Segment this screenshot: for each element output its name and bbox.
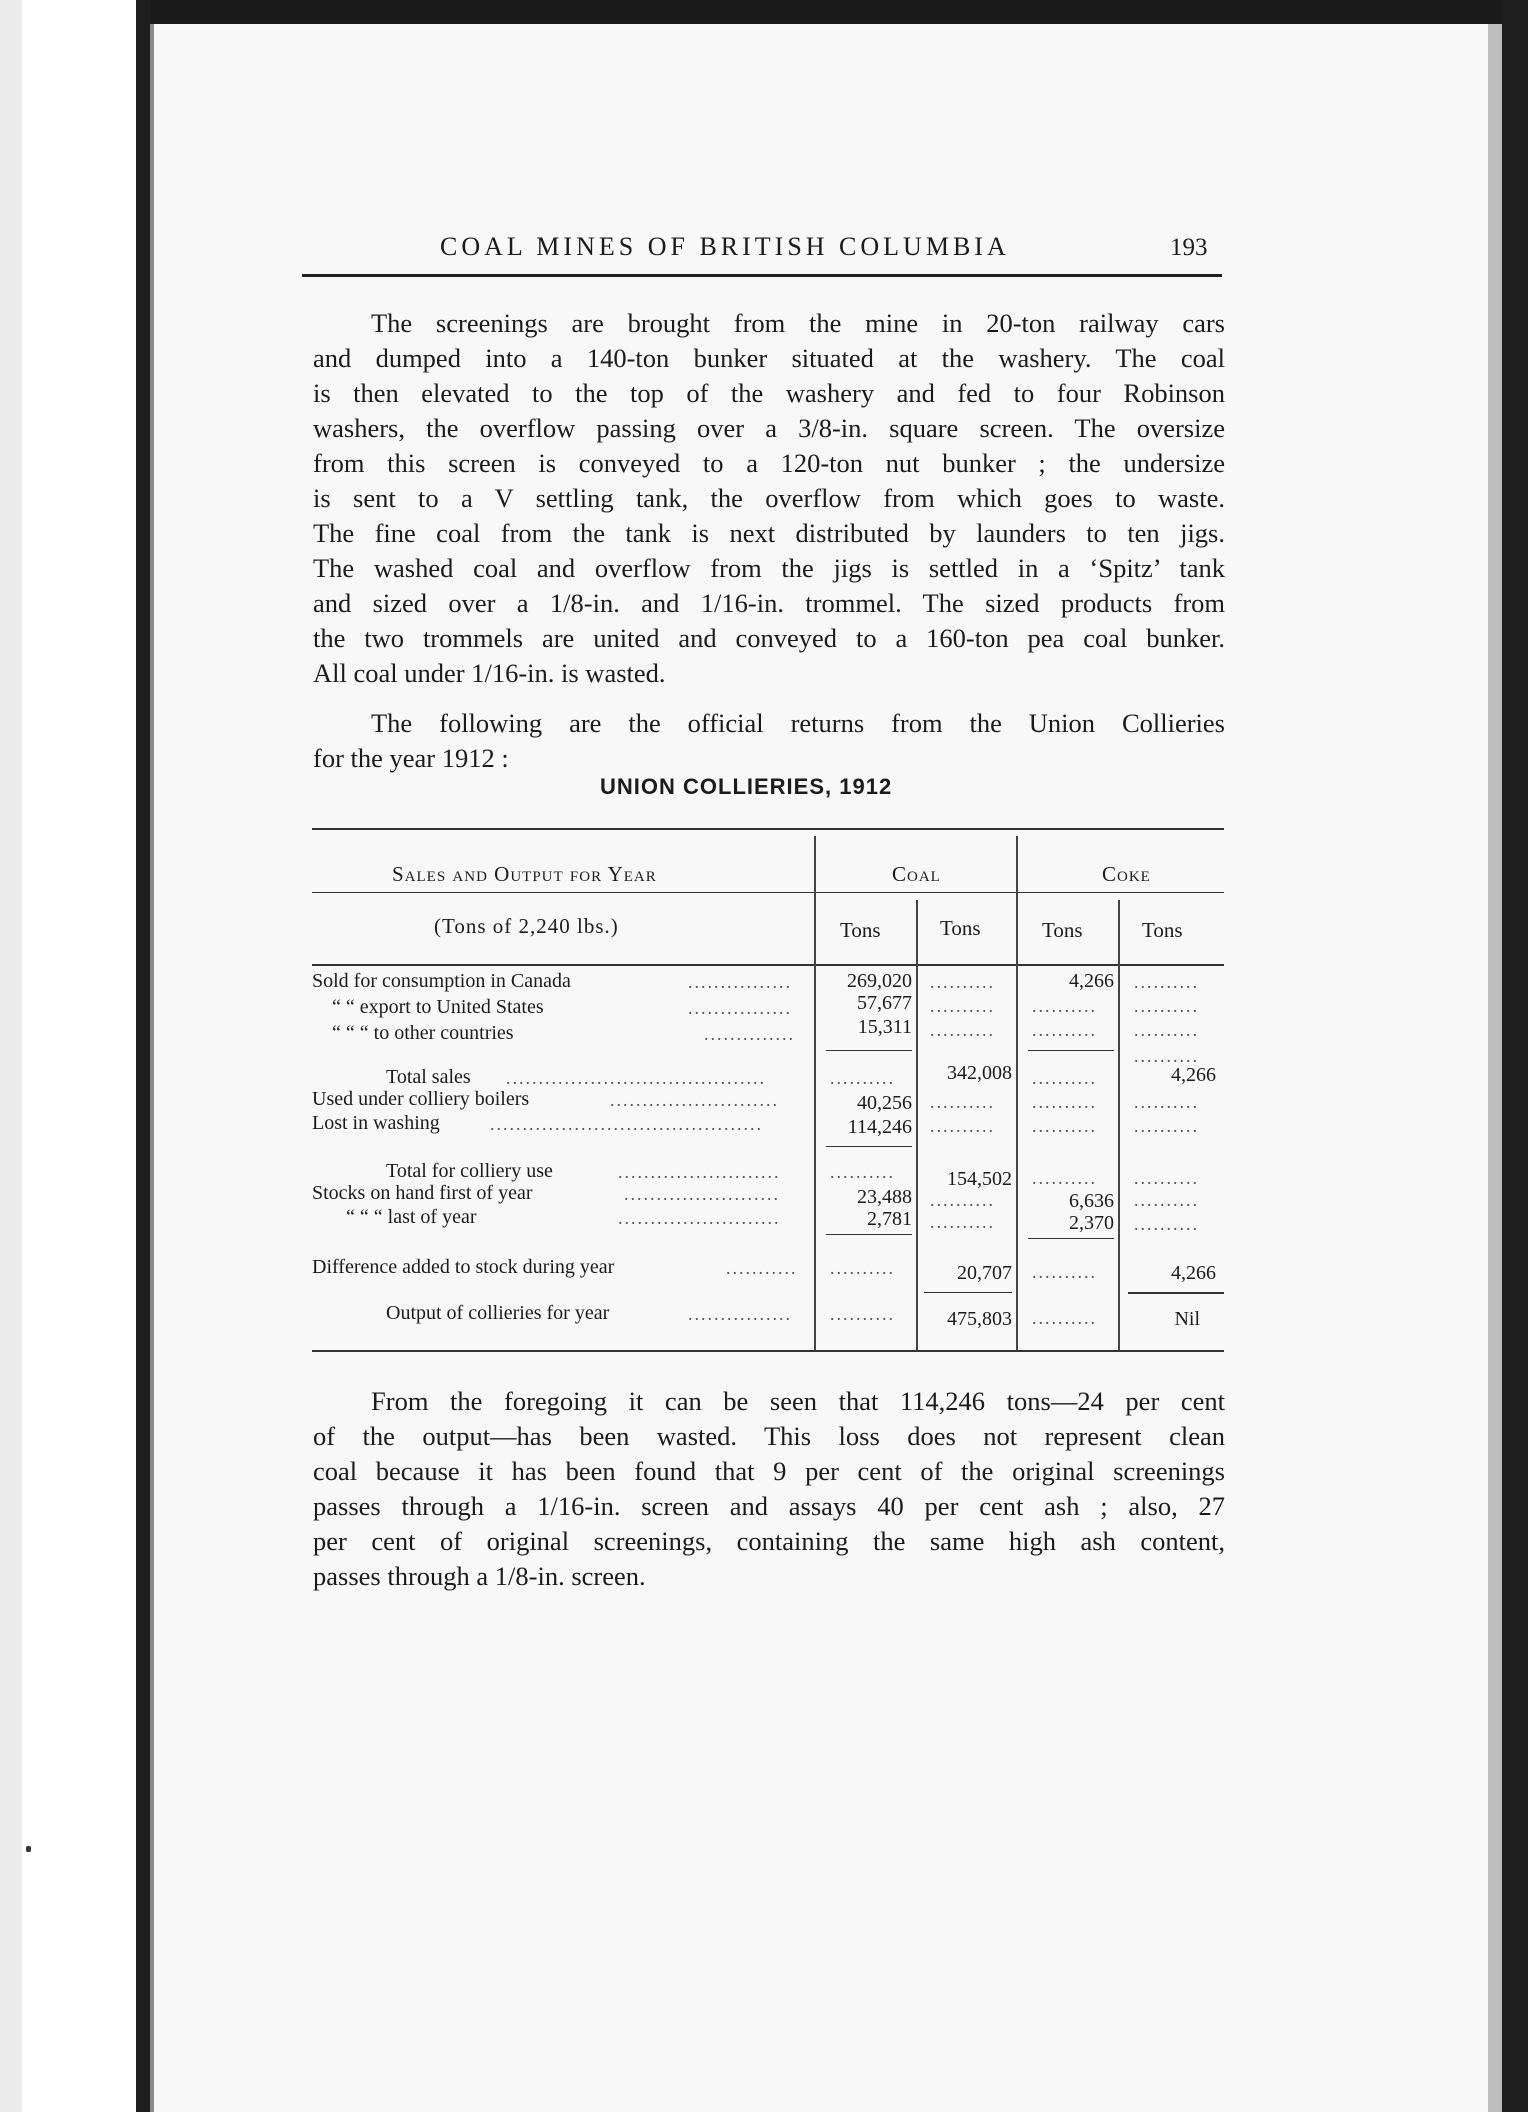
empty-cell-dots: .......... — [930, 1116, 995, 1136]
table-title: UNION COLLIERIES, 1912 — [600, 774, 893, 799]
subtotal-rule — [1128, 1292, 1224, 1294]
cell-coal-1: 23,488 — [857, 1186, 912, 1208]
table-bottom-rule — [312, 1350, 1224, 1352]
scan-speck — [26, 1846, 31, 1852]
empty-cell-dots: .......... — [1032, 1116, 1097, 1136]
empty-cell-dots: .......... — [930, 1190, 995, 1210]
leader-dots: .............. — [704, 1024, 795, 1044]
row-label: “ “ export to United States — [332, 996, 544, 1018]
empty-cell-dots: .......... — [930, 1092, 995, 1112]
cell-coal-2: 475,803 — [947, 1308, 1012, 1330]
row-label: Difference added to stock during year — [312, 1256, 615, 1278]
page-binding-edge — [136, 0, 150, 2112]
empty-cell-dots: .......... — [1134, 1168, 1199, 1188]
row-label: “ “ “ last of year — [346, 1206, 477, 1228]
text-line: coal because it has been found that 9 per cent of the original screenings — [313, 1456, 1225, 1486]
text-line: per cent of original screenings, containing the same high ash content, — [313, 1526, 1225, 1556]
header-rule — [302, 274, 1222, 277]
empty-cell-dots: .......... — [1134, 1214, 1199, 1234]
col-unit-coal-1: Tons — [840, 918, 881, 942]
empty-cell-dots: .......... — [1134, 1092, 1199, 1112]
cell-coal-2: 20,707 — [957, 1262, 1012, 1284]
subtotal-rule — [826, 1234, 912, 1235]
subtotal-rule — [826, 1146, 912, 1147]
empty-cell-dots: .......... — [1032, 996, 1097, 1016]
empty-cell-dots: .......... — [1032, 1068, 1097, 1088]
text-line: washers, the overflow passing over a 3/8-in. square screen. The oversize — [313, 413, 1225, 443]
header-bottom-rule — [312, 964, 1224, 966]
cell-coal-1: 114,246 — [847, 1116, 912, 1138]
subtotal-rule — [826, 1050, 912, 1051]
text-line: The following are the official returns from the Union Collieries — [371, 708, 1225, 738]
header-coal: Coal — [892, 862, 941, 886]
text-line: the two trommels are united and conveyed to a 160-ton pea coal bunker. — [313, 623, 1225, 653]
leader-dots: ......................... — [618, 1162, 781, 1182]
row-label: Total sales — [386, 1066, 471, 1088]
cell-coal-1: 269,020 — [847, 970, 912, 992]
empty-cell-dots: .......... — [1032, 1308, 1097, 1328]
empty-cell-dots: .......... — [830, 1068, 895, 1088]
leader-dots: .......................................... — [490, 1114, 763, 1134]
empty-cell-dots: .......... — [1032, 1020, 1097, 1040]
empty-cell-dots: .......... — [1032, 1168, 1097, 1188]
row-label: Stocks on hand first of year — [312, 1182, 533, 1204]
cell-coal-1: 2,781 — [867, 1208, 912, 1230]
text-line: and dumped into a 140-ton bunker situated at the washery. The coal — [313, 343, 1225, 373]
leader-dots: ........................................ — [506, 1068, 766, 1088]
empty-cell-dots: .......... — [930, 972, 995, 992]
subtotal-rule — [1028, 1050, 1114, 1051]
page-number: 193 — [1170, 234, 1208, 261]
empty-cell-dots: .......... — [1032, 1092, 1097, 1112]
text-line: and sized over a 1/8-in. and 1/16-in. trommel. The sized products from — [313, 588, 1225, 618]
leader-dots: ................ — [688, 998, 792, 1018]
row-label: “ “ “ to other countries — [332, 1022, 514, 1044]
empty-cell-dots: .......... — [830, 1304, 895, 1324]
text-line: passes through a 1/8-in. screen. — [313, 1561, 646, 1591]
leader-dots: ........... — [726, 1258, 798, 1278]
empty-cell-dots: .......... — [930, 1020, 995, 1040]
text-line: is then elevated to the top of the washery and fed to four Robinson — [313, 378, 1225, 408]
leader-dots: ................ — [688, 972, 792, 992]
empty-cell-dots: .......... — [930, 1212, 995, 1232]
header-mid-rule — [312, 892, 1224, 893]
empty-cell-dots: .......... — [1134, 972, 1199, 992]
text-line: from this screen is conveyed to a 120-ton nut bunker ; the undersize — [313, 448, 1225, 478]
empty-cell-dots: .......... — [1134, 1190, 1199, 1210]
text-line: of the output—has been wasted. This loss does not represent clean — [313, 1421, 1225, 1451]
subtotal-rule — [924, 1292, 1012, 1293]
empty-cell-dots: .......... — [1134, 1116, 1199, 1136]
col-unit-coke-1: Tons — [1042, 918, 1083, 942]
col-unit-coke-2: Tons — [1142, 918, 1183, 942]
text-line: The screenings are brought from the mine in 20-ton railway cars — [371, 308, 1225, 338]
collieries-table — [312, 828, 1224, 1352]
cell-coke-1: 2,370 — [1069, 1212, 1114, 1234]
text-line: All coal under 1/16-in. is wasted. — [313, 658, 666, 688]
text-line: passes through a 1/16-in. screen and assays 40 per cent ash ; also, 27 — [313, 1491, 1225, 1521]
empty-cell-dots: .......... — [930, 996, 995, 1016]
text-line: From the foregoing it can be seen that 114,246 tons—24 per cent — [371, 1386, 1225, 1416]
row-label: Used under colliery boilers — [312, 1088, 530, 1110]
scan-top-border — [150, 0, 1502, 24]
row-label: Sold for consumption in Canada — [312, 970, 571, 992]
cell-coal-1: 15,311 — [857, 1016, 912, 1038]
text-line: The washed coal and overflow from the jigs is settled in a ‘Spitz’ tank — [313, 553, 1225, 583]
row-label: Output of collieries for year — [386, 1302, 610, 1324]
header-coke: Coke — [1102, 862, 1151, 886]
text-line: The fine coal from the tank is next distributed by launders to ten jigs. — [313, 518, 1225, 548]
empty-cell-dots: .......... — [1134, 996, 1199, 1016]
running-title: COAL MINES OF BRITISH COLUMBIA — [440, 232, 1010, 261]
empty-cell-dots: .......... — [1134, 1020, 1199, 1040]
page-right-shadow — [1488, 24, 1502, 2112]
header-unit: (Tons of 2,240 lbs.) — [434, 914, 619, 938]
text-line: is sent to a V settling tank, the overflow from which goes to waste. — [313, 483, 1225, 513]
cell-coke-2: 4,266 — [1171, 1064, 1216, 1086]
empty-cell-dots: .......... — [1134, 1046, 1199, 1066]
row-label: Total for colliery use — [386, 1160, 553, 1182]
cell-coke-1: 4,266 — [1069, 970, 1114, 992]
leader-dots: ......................... — [618, 1208, 781, 1228]
text-line: for the year 1912 : — [313, 743, 509, 773]
cell-coal-1: 40,256 — [857, 1092, 912, 1114]
cell-coke-1: 6,636 — [1069, 1190, 1114, 1212]
empty-cell-dots: .......... — [830, 1162, 895, 1182]
cell-coke-2: 4,266 — [1171, 1262, 1216, 1284]
cell-coal-2: 342,008 — [947, 1062, 1012, 1084]
subtotal-rule — [1028, 1238, 1114, 1239]
col-divider — [1016, 836, 1018, 1352]
paragraph-conclusion — [313, 1384, 1225, 1594]
cell-coal-1: 57,677 — [857, 992, 912, 1014]
leader-dots: ........................ — [624, 1184, 780, 1204]
row-label: Lost in washing — [312, 1112, 440, 1134]
empty-cell-dots: .......... — [1032, 1262, 1097, 1282]
leader-dots: ................ — [688, 1304, 792, 1324]
cell-coke-2: Nil — [1174, 1308, 1200, 1330]
col-unit-coal-2: Tons — [940, 916, 981, 940]
empty-cell-dots: .......... — [830, 1258, 895, 1278]
table-top-rule — [312, 828, 1224, 830]
scan-left-margin — [0, 0, 22, 2112]
header-sales-output: Sales and Output for Year — [392, 862, 657, 886]
leader-dots: .......................... — [610, 1090, 779, 1110]
scan-right-border — [1502, 0, 1528, 2112]
paragraph-screenings — [313, 306, 1225, 691]
paragraph-official-returns — [313, 706, 1225, 776]
cell-coal-2: 154,502 — [947, 1168, 1012, 1190]
